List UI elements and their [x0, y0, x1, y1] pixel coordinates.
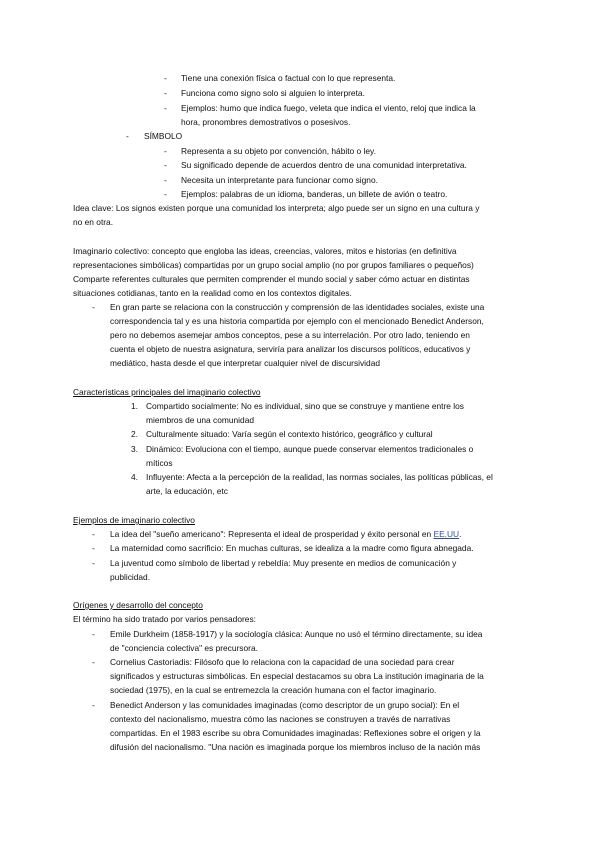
indice-item-cont: hora, pronombres demostrativos o posesivos. [181, 117, 351, 127]
caracteristica-line: arte, la educación, etc [146, 486, 228, 496]
origen-line: sociedad (1975), en la cual se entremezcla la creación humana con el factor imaginario. [110, 685, 437, 695]
simbolo-item: Representa a su objeto por convención, hábito o ley. [181, 146, 376, 156]
indice-item: Ejemplos: humo que indica fuego, veleta que indica el viento, reloj que indica la [181, 103, 476, 113]
bullet-dash: - [164, 88, 167, 98]
bullet-dash: - [126, 131, 129, 141]
imaginario-line: representaciones simbólicas) compartidas por un grupo social amplio (no por grupos familiares o pequeños) [73, 260, 474, 270]
ejemplo-text: . [459, 529, 462, 539]
simbolo-heading: SÍMBOLO [144, 131, 183, 141]
caracteristica-line: míticos [146, 458, 173, 468]
bullet-dash: - [164, 175, 167, 185]
origen-line: Cornelius Castoriadis: Filósofo que lo relaciona con la capacidad de una sociedad para crear [110, 657, 455, 667]
identidades-line: mediático, hasta desde el que interpretar cualquier nivel de discursividad [110, 358, 381, 368]
identidades-line: En gran parte se relaciona con la construcción y comprensión de las identidades sociales, existe una [110, 302, 485, 312]
idea-clave-line: no en otra. [73, 217, 114, 227]
imaginario-line: situaciones cotidianas, tanto en la realidad como en los contextos digitales. [73, 288, 352, 298]
bullet-dash: - [92, 543, 95, 553]
imaginario-line: Comparte referentes culturales que permiten comprender el mundo social y saber cómo actuar en distintas [73, 274, 470, 284]
list-number: 3. [131, 444, 138, 454]
simbolo-item: Ejemplos: palabras de un idioma, banderas, un billete de avión o teatro. [181, 189, 448, 199]
list-number: 1. [131, 401, 138, 411]
bullet-dash: - [92, 700, 95, 710]
origen-line: difusión del nacionalismo. "Una nación es imaginada porque los miembros incluso de la nación más [110, 742, 481, 752]
bullet-dash: - [164, 103, 167, 113]
origen-line: Emile Durkheim (1858-1917) y la sociología clásica: Aunque no usó el término directamente, su idea [110, 629, 483, 639]
bullet-dash: - [92, 558, 95, 568]
bullet-dash: - [92, 302, 95, 312]
caracteristica-line: Influyente: Afecta a la percepción de la realidad, las normas sociales, las políticas públicas, el [146, 472, 493, 482]
bullet-dash: - [164, 146, 167, 156]
bullet-dash: - [164, 189, 167, 199]
simbolo-item: Necesita un interpretante para funcionar como signo. [181, 175, 378, 185]
identidades-line: correspondencia tal y es una historia compartida por ejemplo con el mencionado Benedict Anderson, [110, 316, 484, 326]
identidades-line: cuenta el objeto de nuestra asignatura, serviría para analizar los discursos políticos, educativos y [110, 344, 471, 354]
identidades-line: pero no debemos asemejar ambos conceptos, pese a su interrelación. Por otro lado, teniendo en [110, 330, 470, 340]
bullet-dash: - [92, 529, 95, 539]
list-number: 4. [131, 472, 138, 482]
ejemplo-text: La idea del "sueño americano": Representa el ideal de prosperidad y éxito personal en [110, 529, 434, 539]
origen-line: de "conciencia colectiva" es precursora. [110, 643, 258, 653]
caracteristica-line: Dinámico: Evoluciona con el tiempo, aunque puede conservar elementos tradicionales o [146, 444, 474, 454]
origen-line: contexto del nacionalismo, muestra cómo las naciones se construyen a través de narrativas [110, 714, 451, 724]
idea-clave-line: Idea clave: Los signos existen porque una comunidad los interpreta; algo puede ser un signo en una cultura y [73, 203, 480, 213]
caracteristicas-heading: Características principales del imaginario colectivo [73, 387, 261, 397]
origen-line: compartidas. En el 1983 escribe su obra Comunidades imaginadas: Reflexiones sobre el origen y la [110, 728, 481, 738]
bullet-dash: - [164, 73, 167, 83]
caracteristica-line: miembros de una comunidad [146, 415, 255, 425]
imaginario-line: Imaginario colectivo: concepto que engloba las ideas, creencias, valores, mitos e historias (en definitiva [73, 246, 457, 256]
indice-item: Tiene una conexión física o factual con lo que representa. [181, 73, 396, 83]
list-number: 2. [131, 429, 138, 439]
ejemplo-line: publicidad. [110, 572, 151, 582]
origenes-heading: Orígenes y desarrollo del concepto [73, 600, 203, 610]
bullet-dash: - [92, 629, 95, 639]
ejemplo-line: La juventud como símbolo de libertad y rebeldía: Muy presente en medios de comunicación y [110, 558, 457, 568]
indice-item: Funciona como signo solo si alguien lo interpreta. [181, 88, 365, 98]
bullet-dash: - [92, 657, 95, 667]
simbolo-item: Su significado depende de acuerdos dentro de una comunidad interpretativa. [181, 160, 467, 170]
ejemplos-heading: Ejemplos de imaginario colectivo [73, 515, 195, 525]
caracteristica-line: Culturalmente situado: Varía según el contexto histórico, geográfico y cultural [146, 429, 433, 439]
origen-line: Benedict Anderson y las comunidades imaginadas (como descriptor de un grupo social): En el [110, 700, 460, 710]
ejemplo-line: La maternidad como sacrificio: En muchas culturas, se idealiza a la madre como figura abnegada. [110, 543, 474, 553]
eeuu-link[interactable]: EE.UU [433, 529, 460, 539]
origenes-intro: El término ha sido tratado por varios pensadores: [73, 614, 256, 624]
ejemplo-line [110, 528, 461, 541]
origen-line: significados y estructuras simbólicas. En especial destacamos su obra La institución imaginaria de la [110, 671, 484, 681]
bullet-dash: - [164, 160, 167, 170]
caracteristica-line: Compartido socialmente: No es individual, sino que se construye y mantiene entre los [146, 401, 464, 411]
